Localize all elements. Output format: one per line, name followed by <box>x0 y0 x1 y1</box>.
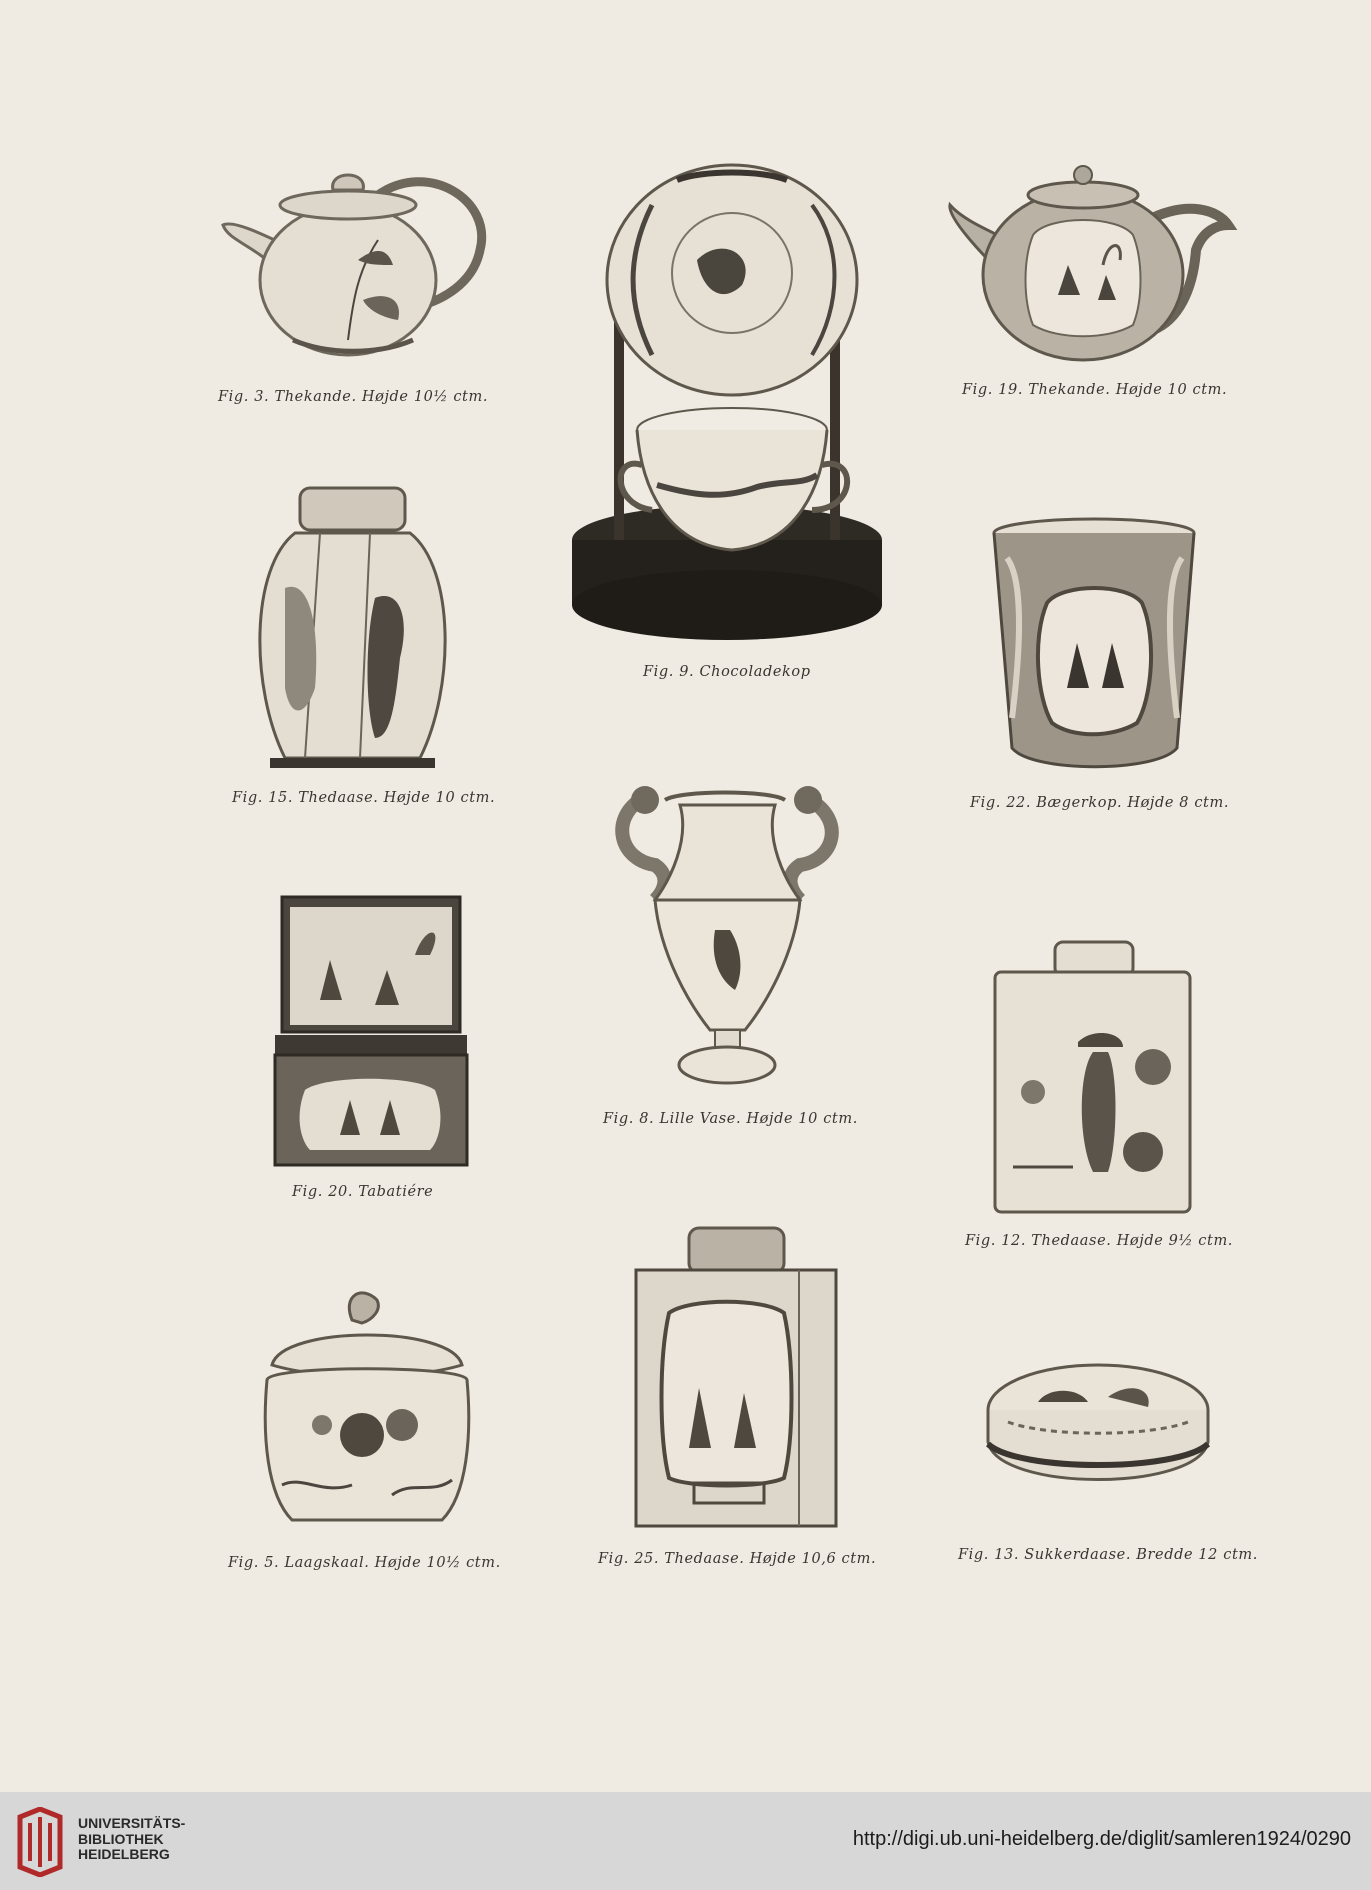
fig-20-caption: Fig. 20. Tabatiére <box>292 1184 434 1200</box>
library-name <box>78 1816 185 1863</box>
fig-12-caption: Fig. 12. Thedaase. Højde 9½ ctm. <box>965 1233 1234 1249</box>
fig-22-beaker-cup-image <box>992 518 1197 776</box>
permalink-url[interactable]: http://digi.ub.uni-heidelberg.de/diglit/samleren1924/0290 <box>852 1828 1351 1850</box>
fig-19-caption: Fig. 19. Thekande. Højde 10 ctm. <box>962 382 1228 398</box>
fig-13-sugar-box-image <box>978 1362 1218 1502</box>
university-library-logo-icon[interactable] <box>14 1807 66 1881</box>
fig-3-caption: Fig. 3. Thekande. Højde 10½ ctm. <box>218 389 489 405</box>
library-name-line3: HEIDELBERG <box>78 1846 170 1862</box>
fig-15-tea-caddy-image <box>250 488 455 773</box>
fig-12-tea-caddy-image <box>993 942 1193 1214</box>
fig-19-teapot-image <box>948 160 1238 370</box>
fig-8-small-vase-image <box>610 780 845 1090</box>
library-name-line1: UNIVERSITÄTS- <box>78 1815 186 1831</box>
library-name-line2: BIBLIOTHEK <box>78 1830 164 1847</box>
fig-20-snuffbox-image <box>280 895 462 1165</box>
fig-13-caption: Fig. 13. Sukkerdaase. Bredde 12 ctm. <box>958 1547 1258 1563</box>
footer-bar <box>0 1792 1371 1890</box>
fig-8-caption: Fig. 8. Lille Vase. Højde 10 ctm. <box>603 1111 858 1127</box>
fig-15-caption: Fig. 15. Thedaase. Højde 10 ctm. <box>232 790 496 806</box>
fig-25-tea-caddy-image <box>634 1228 839 1528</box>
fig-5-covered-bowl-image <box>262 1285 472 1530</box>
fig-9-caption: Fig. 9. Chocoladekop <box>643 664 811 680</box>
fig-25-caption: Fig. 25. Thedaase. Højde 10,6 ctm. <box>598 1551 877 1567</box>
fig-5-caption: Fig. 5. Laagskaal. Højde 10½ ctm. <box>228 1555 501 1571</box>
fig-9-chocolate-cup-image <box>572 165 882 645</box>
fig-3-teapot-image <box>218 150 493 375</box>
fig-22-caption: Fig. 22. Bægerkop. Højde 8 ctm. <box>970 795 1230 811</box>
